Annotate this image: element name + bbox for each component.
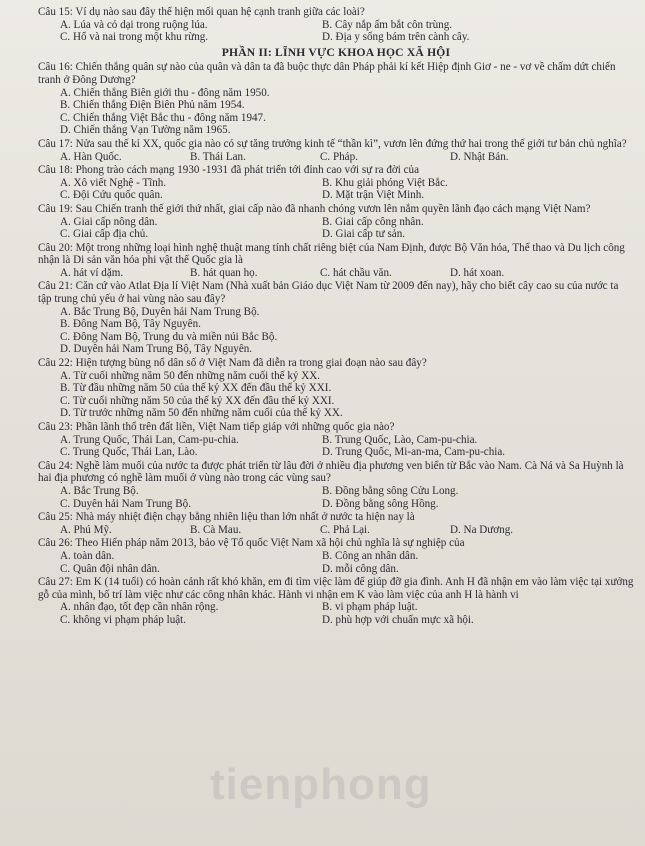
option-a: A. Lúa và cỏ dại trong ruộng lúa.	[60, 18, 208, 31]
option-d: D. Giai cấp tư sản.	[322, 228, 406, 241]
question-stem: Câu 27: Em K (14 tuổi) có hoàn cảnh rất khó khăn, em đi tìm việc làm để giúp đỡ gia đình. Anh H đã nhận em vào làm việc tại xưởng gỗ của mình, bố trí làm việc như các công nhân khác. Hành vi nhận em K vào làm việc của anh H là hành vi	[38, 576, 634, 601]
option-d: D. Duyên hải Nam Trung Bộ, Tây Nguyên.	[60, 343, 253, 356]
answer-options	[38, 485, 634, 510]
option-d: D. Trung Quốc, Mi-an-ma, Cam-pu-chia.	[322, 446, 506, 459]
option-b: B. Thái Lan.	[190, 150, 246, 163]
option-a: A. Chiến thắng Biên giới thu - đông năm 1950.	[60, 86, 270, 99]
question-21	[38, 280, 634, 356]
question-23	[38, 421, 634, 459]
question-22	[38, 357, 634, 420]
answer-options	[38, 601, 634, 626]
option-b: B. Công an nhân dân.	[322, 549, 419, 562]
option-d: D. phù hợp với chuẩn mực xã hội.	[322, 613, 474, 626]
option-b: B. Cây nắp ấm bắt côn trùng.	[322, 18, 453, 31]
answer-options	[38, 177, 634, 202]
question-stem: Câu 18: Phong trào cách mạng 1930 -1931 đã phát triển tới đỉnh cao với sự ra đời của	[38, 164, 419, 177]
answer-options	[38, 306, 634, 356]
answer-options	[38, 524, 634, 537]
question-stem: Câu 21: Căn cứ vào Atlat Địa lí Việt Nam (Nhà xuất bản Giáo dục Việt Nam từ 2009 đến nay), hãy cho biết cây cao su của nước ta tập trung chủ yếu ở hai vùng nào sau đây?	[38, 280, 619, 306]
option-d: D. Chiến thắng Vạn Tường năm 1965.	[60, 124, 231, 137]
answer-options	[38, 87, 634, 137]
question-16	[38, 61, 634, 137]
option-c: C. Giai cấp địa chủ.	[60, 228, 149, 241]
question-stem: Câu 26: Theo Hiến pháp năm 2013, bảo vệ Tổ quốc Việt Nam xã hội chủ nghĩa là sự nghiệp của	[38, 537, 465, 550]
question-stem: Câu 25: Nhà máy nhiệt điện chạy bằng nhiên liệu than lớn nhất ở nước ta hiện nay là	[38, 511, 415, 524]
option-a: A. Hàn Quốc.	[60, 150, 122, 163]
question-stem: Câu 23: Phần lãnh thổ trên đất liền, Việt Nam tiếp giáp với những quốc gia nào?	[38, 421, 395, 433]
option-c: C. không vi phạm pháp luật.	[60, 613, 187, 626]
option-c: C. Hổ và nai trong một khu rừng.	[60, 31, 209, 44]
question-stem: Câu 16: Chiến thắng quân sự nào của quân và dân ta đã buộc thực dân Pháp phải kí kết Hiệp định Giơ - ne - vơ về chấm dứt chiến tranh ở Đông Dương?	[38, 61, 616, 86]
question-stem: Câu 17: Nửa sau thế kỉ XX, quốc gia nào có sự tăng trưởng kinh tế “thần kì”, vươn lên đứng thứ hai trong thế giới tư bản chủ nghĩa?	[38, 137, 627, 150]
question-24	[38, 460, 634, 510]
question-27	[38, 576, 634, 626]
option-a: A. Từ cuối những năm 50 đến những năm cuối thế kỷ XX.	[60, 369, 321, 382]
option-d: D. Na Dương.	[450, 523, 514, 536]
option-b: B. Giai cấp công nhân.	[322, 215, 424, 228]
option-b: B. Đồng bằng sông Cửu Long.	[322, 484, 459, 497]
question-15	[38, 6, 634, 44]
question-25	[38, 511, 634, 536]
answer-options	[38, 151, 634, 164]
option-a: A. nhân đạo, tốt đẹp cần nhân rộng.	[60, 601, 219, 614]
exam-content	[38, 6, 634, 628]
option-c: C. Chiến thắng Việt Bắc thu - đông năm 1947.	[60, 111, 266, 124]
question-stem: Câu 24: Nghề làm muối của nước ta được phát triển từ lâu đời ở nhiều địa phương ven biển từ Bắc vào Nam. Cà Ná và Sa Huỳnh là hai địa phương có nghề làm muối ở vùng nào trong các vùng sau?	[38, 459, 624, 485]
option-c: C. Duyên hải Nam Trung Bộ.	[60, 497, 191, 510]
option-d: D. Mặt trận Việt Minh.	[322, 189, 425, 202]
option-c: C. Pháp.	[320, 150, 358, 163]
option-b: B. vi phạm pháp luật.	[322, 601, 418, 614]
option-a: A. hát ví dặm.	[60, 266, 124, 279]
question-stem: Câu 22: Hiện tượng bùng nổ dân số ở Việt Nam đã diễn ra trong giai đoạn nào sau đây?	[38, 357, 427, 370]
option-b: B. Chiến thắng Điện Biên Phủ năm 1954.	[60, 99, 245, 112]
option-b: B. Đông Nam Bộ, Tây Nguyên.	[60, 318, 201, 331]
question-19	[38, 203, 634, 241]
option-c: C. Trung Quốc, Thái Lan, Lào.	[60, 446, 198, 459]
option-b: B. Khu giải phóng Việt Bắc.	[322, 176, 448, 189]
answer-options	[38, 434, 634, 459]
question-stem: Câu 15: Ví dụ nào sau đây thể hiện mối quan hệ cạnh tranh giữa các loài?	[38, 6, 365, 18]
option-d: D. Nhật Bản.	[450, 150, 509, 163]
option-d: D. Địa y sống bám trên cành cây.	[322, 31, 470, 44]
answer-options	[38, 19, 634, 44]
answer-options	[38, 216, 634, 241]
option-a: A. Giai cấp nông dân.	[60, 215, 158, 228]
option-a: A. Bắc Trung Bộ, Duyên hải Nam Trung Bộ.	[60, 305, 260, 318]
question-20	[38, 242, 634, 280]
option-c: C. Đội Cứu quốc quân.	[60, 189, 163, 202]
option-b: B. hát quan họ.	[190, 266, 258, 279]
option-d: D. mỗi công dân.	[322, 562, 399, 575]
option-d: D. Từ trước những năm 50 đến những năm cuối của thế kỷ XX.	[60, 407, 343, 420]
option-c: C. Đông Nam Bộ, Trung du và miền núi Bắc Bộ.	[60, 330, 278, 343]
option-a: A. Phú Mỹ.	[60, 523, 112, 536]
watermark-logo: tienphong	[210, 760, 432, 809]
option-a: A. Xô viết Nghệ - Tĩnh.	[60, 176, 167, 189]
question-18	[38, 164, 634, 202]
question-17	[38, 138, 634, 163]
section-title: PHẦN II: LĨNH VỰC KHOA HỌC XÃ HỘI	[221, 45, 451, 59]
option-c: C. hát chầu văn.	[320, 266, 392, 279]
option-c: C. Quân đội nhân dân.	[60, 562, 160, 575]
option-a: A. toàn dân.	[60, 549, 115, 562]
answer-options	[38, 550, 634, 575]
option-b: B. Trung Quốc, Lào, Cam-pu-chia.	[322, 433, 478, 446]
question-26	[38, 537, 634, 575]
question-stem: Câu 19: Sau Chiến tranh thế giới thứ nhất, giai cấp nào đã nhanh chóng vươn lên nắm quyền lãnh đạo cách mạng Việt Nam?	[38, 202, 591, 215]
answer-options	[38, 267, 634, 280]
option-d: D. hát xoan.	[450, 266, 505, 279]
answer-options	[38, 370, 634, 420]
option-a: A. Bắc Trung Bộ.	[60, 484, 139, 497]
option-a: A. Trung Quốc, Thái Lan, Cam-pu-chia.	[60, 433, 239, 446]
option-c: C. Từ cuối những năm 50 của thế kỷ XX đến đầu thế kỷ XXI.	[60, 394, 335, 407]
option-c: C. Phả Lại.	[320, 523, 370, 536]
question-stem: Câu 20: Một trong những loại hình nghệ thuật mang tính chất riêng biệt của Nam Định, được Bộ Văn hóa, Thể thao và Du lịch công nhận là Di sản văn hóa phi vật thể Quốc gia là	[38, 241, 625, 267]
option-b: B. Từ đầu những năm 50 của thế kỷ XX đến đầu thế kỷ XXI.	[60, 382, 332, 395]
option-b: B. Cà Mau.	[190, 523, 242, 536]
option-d: D. Đồng bằng sông Hồng.	[322, 497, 439, 510]
